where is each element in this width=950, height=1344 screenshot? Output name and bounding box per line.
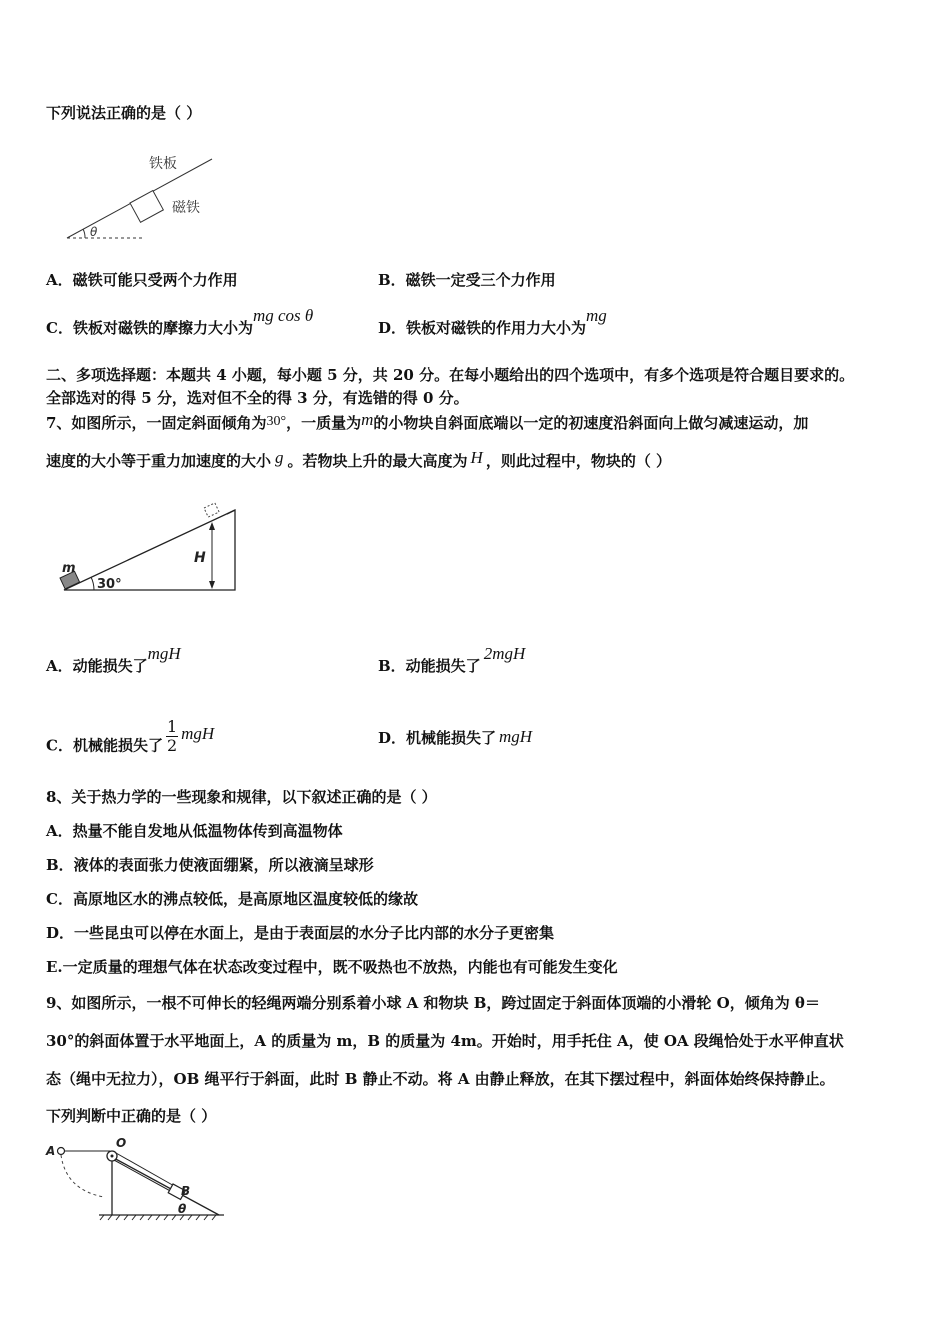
q6-stem: 下列说法正确的是（ ） xyxy=(46,104,202,122)
rope-ob-2 xyxy=(114,1160,174,1193)
q7-line2 xyxy=(46,448,672,471)
q9-figure xyxy=(44,1135,229,1225)
label-m: m xyxy=(62,561,76,576)
q7-option-c xyxy=(46,717,215,765)
label-h: H xyxy=(194,550,206,566)
pulley-axle xyxy=(111,1155,114,1158)
q7-l1-text-b: ，一质量为 xyxy=(286,414,362,432)
label-magnet: 磁铁 xyxy=(172,200,200,216)
q6-figure xyxy=(62,150,222,245)
q7-l2-h: H xyxy=(470,448,483,467)
q7-option-c-fraction xyxy=(166,718,178,755)
q7-option-d xyxy=(378,728,532,748)
ground-hatching xyxy=(100,1215,216,1220)
q7-option-c-math: mgH xyxy=(181,723,215,743)
q7-option-d-text: D．机械能损失了 xyxy=(378,729,497,747)
label-a: A xyxy=(46,1144,56,1158)
q6-option-c-math: mg cos θ xyxy=(252,306,314,325)
q8-option-b: B．液体的表面张力使液面绷紧，所以液滴呈球形 xyxy=(46,856,374,874)
q6-option-c xyxy=(46,306,314,338)
q7-option-a-math: mgH xyxy=(147,644,181,663)
q7-l2-text-a: 速度的大小等于重力加速度的大小 xyxy=(46,452,272,470)
q6-option-d xyxy=(378,306,607,338)
q7-l1-angle: 30° xyxy=(266,414,287,429)
ball-a xyxy=(58,1148,65,1155)
incline-triangle xyxy=(64,510,235,590)
q6-option-d-text: D．铁板对磁铁的作用力大小为 xyxy=(378,319,587,337)
label-theta: θ xyxy=(90,225,98,239)
q8-option-e: E.一定质量的理想气体在状态改变过程中，既不吸热也不放热，内能也有可能发生变化 xyxy=(46,958,618,976)
q7-l2-text-b: 。若物块上升的最大高度为 xyxy=(287,452,468,470)
q8-option-c: C．高原地区水的沸点较低，是高原地区温度较低的缘故 xyxy=(46,890,418,908)
q7-option-b-math: 2mgH xyxy=(483,644,526,663)
q7-line1 xyxy=(46,410,809,435)
q6-option-c-text: C．铁板对磁铁的摩擦力大小为 xyxy=(46,319,253,337)
q6-option-d-math: mg xyxy=(586,306,607,325)
q8-option-a: A．热量不能自发地从低温物体传到高温物体 xyxy=(46,822,343,840)
fraction-denominator: 2 xyxy=(166,736,178,755)
q7-l1-mass: m xyxy=(361,410,374,429)
section2-line1: 二、多项选择题：本题共 4 小题，每小题 5 分，共 20 分。在每小题给出的四个选项中，有多个选项是符合题目要求的。 xyxy=(46,366,855,384)
q6-option-b: B．磁铁一定受三个力作用 xyxy=(378,271,556,289)
q9-line3: 态（绳中无拉力），OB 绳平行于斜面，此时 B 静止不动。将 A 由静止释放，在其下摆过程中，斜面体始终保持静止。 xyxy=(46,1070,835,1088)
incline-slope xyxy=(112,1157,219,1215)
label-b: B xyxy=(181,1184,191,1198)
q7-option-a-text: A．动能损失了 xyxy=(46,657,148,675)
q8-option-d: D．一些昆虫可以停在水面上，是由于表面层的水分子比内部的水分子更密集 xyxy=(46,924,555,942)
q7-l2-g: g xyxy=(275,448,284,467)
label-plate: 铁板 xyxy=(149,156,177,172)
angle-arc xyxy=(83,229,85,238)
q7-figure xyxy=(52,500,252,600)
q6-option-a: A．磁铁可能只受两个力作用 xyxy=(46,271,238,289)
q7-l2-text-c: ，则此过程中，物块的（ ） xyxy=(485,452,672,470)
q7-option-b-text: B．动能损失了 xyxy=(378,657,481,675)
magnet-block xyxy=(130,191,163,223)
q7-option-b xyxy=(378,644,526,676)
q9-line1: 9、如图所示，一根不可伸长的轻绳两端分别系着小球 A 和物块 B，跨过固定于斜面体顶端的小滑轮 O，倾角为 θ＝ xyxy=(46,994,820,1012)
label-30: 30° xyxy=(97,577,122,592)
q7-option-a xyxy=(46,644,181,676)
q7-option-c-text: C．机械能损失了 xyxy=(46,736,163,755)
fraction-numerator: 1 xyxy=(166,717,178,736)
label-o: O xyxy=(116,1136,127,1150)
q7-l1-text-a: 7、如图所示，一固定斜面倾角为 xyxy=(46,414,267,432)
q8-stem: 8、关于热力学的一些现象和规律，以下叙述正确的是（ ） xyxy=(46,788,437,806)
label-theta: θ xyxy=(178,1202,187,1216)
block-dashed-top xyxy=(204,503,219,517)
q9-line4: 下列判断中正确的是（ ） xyxy=(46,1107,217,1125)
section2-line2: 全部选对的得 5 分，选对但不全的得 3 分，有选错的得 0 分。 xyxy=(46,389,469,407)
q7-option-d-math: mgH xyxy=(499,727,533,746)
q7-l1-text-c: 的小物块自斜面底端以一定的初速度沿斜面向上做匀减速运动，加 xyxy=(373,414,809,432)
swing-path-dashed xyxy=(61,1155,104,1197)
rope-ob xyxy=(116,1153,176,1187)
q9-line2: 30°的斜面体置于水平地面上，A 的质量为 m，B 的质量为 4m。开始时，用手托住 A，使 OA 段绳恰处于水平伸直状 xyxy=(46,1032,844,1050)
